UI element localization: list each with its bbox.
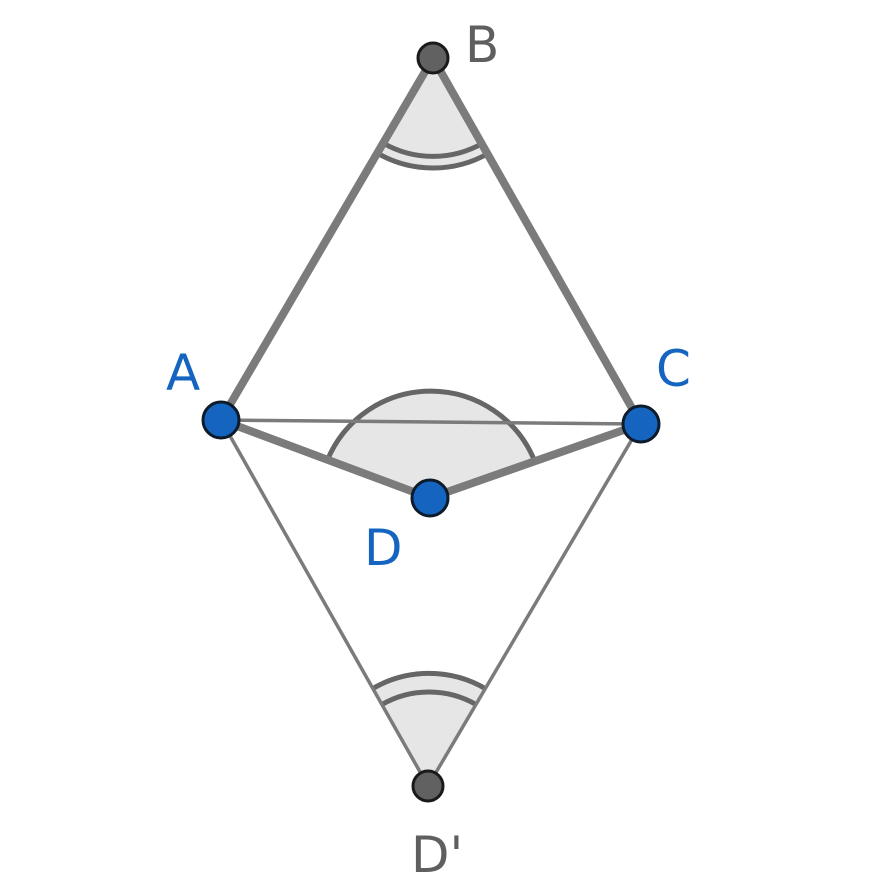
label-d-prime: D' [411, 826, 464, 884]
label-b: B [465, 16, 500, 74]
point-a[interactable] [203, 402, 239, 438]
angle-marker-d-prime [372, 673, 486, 786]
point-c[interactable] [623, 406, 659, 442]
point-d[interactable] [412, 480, 448, 516]
segment-a-b [221, 58, 433, 420]
label-d: D [364, 519, 403, 577]
label-a: A [166, 344, 201, 402]
segment-b-c [433, 58, 641, 424]
segment-a-c [221, 420, 641, 424]
label-c: C [656, 340, 691, 398]
point-b [418, 43, 448, 73]
angle-marker-b [377, 58, 489, 168]
point-d-prime [413, 771, 443, 801]
